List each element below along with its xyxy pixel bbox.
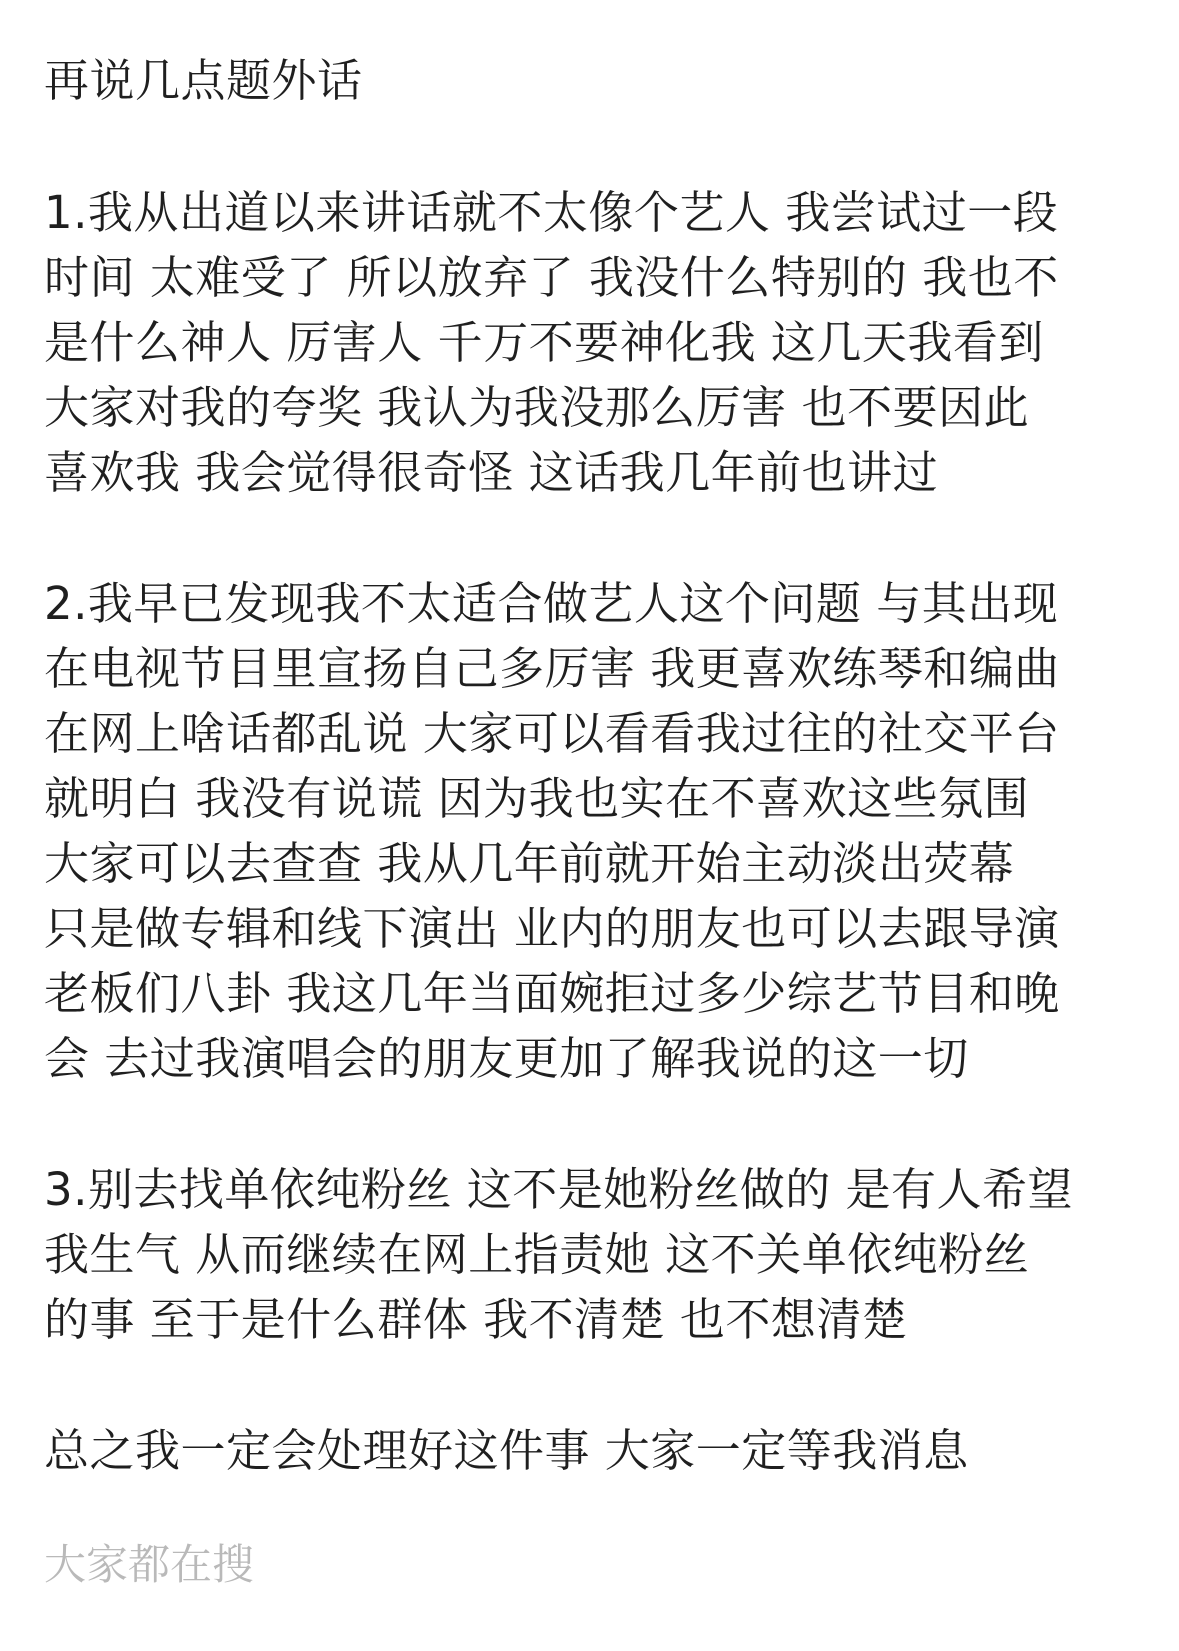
paragraph-line: 会 去过我演唱会的朋友更加了解我说的这一切	[44, 1032, 969, 1085]
paragraph-line: 大家可以去查查 我从几年前就开始主动淡出荧幕	[44, 837, 1015, 890]
paragraph-line: 在电视节目里宣扬自己多厉害 我更喜欢练琴和编曲	[44, 642, 1060, 695]
paragraph-line: 总之我一定会处理好这件事 大家一定等我消息	[44, 1424, 969, 1477]
note-title: 再说几点题外话	[44, 54, 363, 107]
paragraph-4	[44, 1418, 1154, 1483]
paragraph-line: 大家对我的夸奖 我认为我没那么厉害 也不要因此	[44, 381, 1030, 434]
paragraph-line: 3.别去找单依纯粉丝 这不是她粉丝做的 是有人希望	[44, 1163, 1074, 1216]
note-body	[44, 48, 1154, 1595]
paragraph-line: 只是做专辑和线下演出 业内的朋友也可以去跟导演	[44, 902, 1060, 955]
paragraph-line: 喜欢我 我会觉得很奇怪 这话我几年前也讲过	[44, 446, 939, 499]
paragraph-2	[44, 571, 1154, 1091]
paragraph-line: 是什么神人 厉害人 千万不要神化我 这几天我看到	[44, 316, 1044, 369]
trending-search-link[interactable]: 大家都在搜	[44, 1540, 255, 1589]
paragraph-line: 1.我从出道以来讲话就不太像个艺人 我尝试过一段	[44, 186, 1059, 239]
paragraph-line: 时间 太难受了 所以放弃了 我没什么特别的 我也不	[44, 251, 1059, 304]
paragraph-line: 的事 至于是什么群体 我不清楚 也不想清楚	[44, 1293, 908, 1346]
paragraph-1	[44, 180, 1154, 505]
paragraph-line: 我生气 从而继续在网上指责她 这不关单依纯粉丝	[44, 1228, 1030, 1281]
paragraph-line: 2.我早已发现我不太适合做艺人这个问题 与其出现	[44, 577, 1059, 630]
paragraph-line: 老板们八卦 我这几年当面婉拒过多少综艺节目和晚	[44, 967, 1060, 1020]
paragraph-3	[44, 1157, 1154, 1352]
paragraph-line: 在网上啥话都乱说 大家可以看看我过往的社交平台	[44, 707, 1060, 760]
paragraph-line: 就明白 我没有说谎 因为我也实在不喜欢这些氛围	[44, 772, 1030, 825]
